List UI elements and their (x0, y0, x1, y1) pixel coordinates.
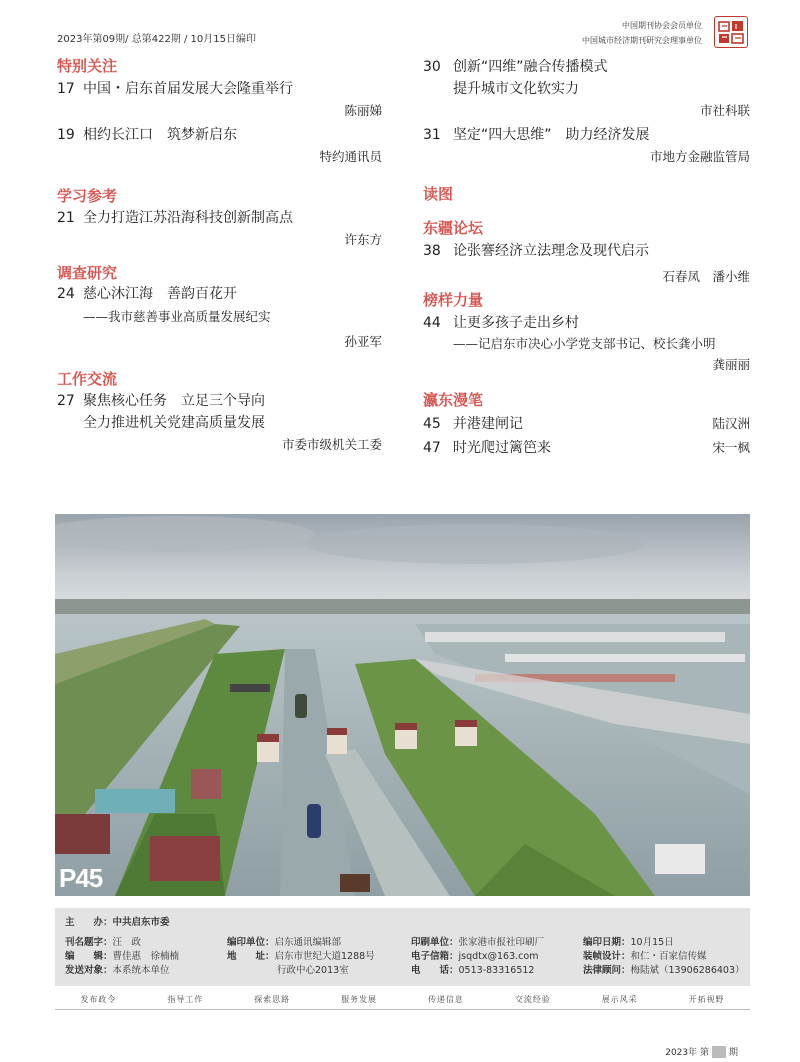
article-title: 创新“四维”融合传播模式 (453, 59, 608, 75)
info-label: 发送对象： (65, 965, 113, 976)
article-title: 论张謇经济立法理念及现代启示 (453, 243, 649, 259)
toc-entry[interactable] (57, 283, 382, 353)
page-number: 44 (423, 315, 441, 331)
article-title-line-2: 提升城市文化软实力 (453, 81, 579, 97)
toc-entry[interactable] (423, 436, 750, 460)
slogan-item: 开拓视野 (688, 995, 725, 1004)
page-footer (665, 1045, 738, 1058)
toc-right-column (423, 56, 750, 460)
aerial-photo-port-locks (55, 514, 750, 896)
info-label: 主 办： (65, 917, 113, 928)
article-title: 坚定“四大思维” 助力经济发展 (453, 127, 650, 143)
info-label: 编 辑： (65, 951, 113, 962)
info-label: 编印日期： (583, 937, 631, 948)
info-value: 0513-83316512 (458, 965, 535, 976)
issue-info: 2023年第09期/ 总第422期 / 10月15日编印 (57, 34, 256, 45)
article-author: 市社科联 (699, 103, 750, 118)
article-author: 许东方 (344, 232, 382, 247)
info-value: 汪 政 (112, 937, 142, 948)
section-dongjiang-forum (423, 218, 750, 288)
page-number: 24 (57, 286, 75, 302)
article-title: 慈心沐江海 善韵百花开 (83, 286, 237, 302)
article-title-line-2: 全力推进机关党建高质量发展 (83, 415, 265, 431)
section-title: 工作交流 (57, 370, 118, 388)
slogan-item: 传递信息 (427, 995, 464, 1004)
article-subtitle: ——我市慈善事业高质量发展纪实 (83, 309, 271, 324)
article-author: 龚丽丽 (712, 357, 750, 372)
article-title: 并港建闸记 (453, 416, 523, 432)
section-title: 特别关注 (57, 57, 118, 75)
article-title: 让更多孩子走出乡村 (453, 315, 579, 331)
section-title[interactable]: 读图 (423, 185, 454, 203)
info-value: 中共启东市委 (112, 917, 170, 928)
slogan-item: 服务发展 (341, 995, 378, 1004)
section-title: 榜样力量 (423, 291, 484, 309)
slogan-item: 指导工作 (167, 995, 204, 1004)
section-title: 学习参考 (57, 187, 118, 205)
association-line-1: 中国期刊协会会员单位 (622, 21, 702, 30)
toc-entry[interactable] (423, 124, 750, 168)
page-number: 31 (423, 127, 441, 143)
article-author: 石春凤 潘小维 (662, 269, 750, 284)
article-author: 陆汉洲 (712, 416, 750, 431)
section-investigation (57, 263, 382, 353)
article-author: 陈丽娣 (344, 103, 382, 118)
toc-entry[interactable] (423, 312, 750, 376)
info-value: 曹佳惠 徐楠楠 (112, 951, 180, 962)
toc-entry[interactable] (57, 390, 382, 456)
slogan-bar (55, 990, 750, 1010)
page-number: 38 (423, 243, 441, 259)
article-title: 时光爬过篱笆来 (453, 440, 551, 456)
info-label: 印刷单位： (411, 937, 459, 948)
article-author: 市地方金融监管局 (649, 149, 750, 164)
slogan-item: 交流经验 (514, 995, 551, 1004)
toc-entry[interactable] (57, 207, 382, 251)
info-value: 梅陆斌（13906286403） (630, 965, 745, 976)
section-work-exchange (57, 369, 382, 456)
article-title: 全力打造江苏沿海科技创新制高点 (83, 210, 293, 226)
toc-entry[interactable] (423, 56, 750, 122)
page-number: 45 (423, 416, 441, 432)
slogan-item: 探索思路 (254, 995, 291, 1004)
footer-suffix: 期 (728, 1048, 738, 1058)
info-label: 电 话： (411, 965, 459, 976)
toc-entry[interactable] (57, 78, 382, 122)
magazine-logo (714, 16, 748, 48)
info-label: 装帧设计： (583, 951, 631, 962)
footer-prefix: 2023年 第 (665, 1048, 709, 1058)
section-yingdong-essays (423, 390, 750, 460)
page-number-box (712, 1046, 726, 1058)
info-value: 张家港市报社印刷厂 (458, 937, 545, 948)
section-special-focus (57, 56, 382, 168)
section-title: 调查研究 (57, 264, 118, 282)
page-number: 17 (57, 81, 75, 97)
article-author: 特约通讯员 (319, 149, 382, 164)
info-value: 行政中心2013室 (277, 965, 349, 976)
article-author: 宋一枫 (712, 440, 750, 455)
info-label: 刊名题字： (65, 937, 113, 948)
page-tag: P45 (59, 863, 103, 893)
page-number: 47 (423, 440, 441, 456)
toc-entry[interactable] (423, 412, 750, 436)
info-value: 启东市世纪大道1288号 (274, 951, 375, 962)
association-line-2: 中国城市经济期刊研究会理事单位 (582, 36, 702, 45)
email-value[interactable]: jsqdtx@163.com (458, 951, 539, 962)
info-label: 地 址： (227, 951, 275, 962)
section-title: 瀛东漫笔 (423, 391, 484, 409)
article-author: 市委市级机关工委 (281, 437, 382, 452)
section-study-reference (57, 186, 382, 251)
article-title: 相约长江口 筑梦新启东 (83, 127, 237, 143)
article-title: 中国・启东首届发展大会隆重举行 (83, 81, 293, 97)
info-label: 编印单位： (227, 937, 275, 948)
article-author: 孙亚军 (344, 334, 382, 349)
page-number: 27 (57, 393, 75, 409)
info-value: 10月15日 (630, 937, 674, 948)
toc-left-column (57, 56, 382, 456)
page-number: 30 (423, 59, 441, 75)
info-value: 和仁・百家信传媒 (630, 951, 707, 962)
info-value: 本系统本单位 (112, 965, 170, 976)
section-title: 东疆论坛 (423, 219, 484, 237)
section-role-models (423, 290, 750, 376)
info-label: 电子信箱： (411, 951, 459, 962)
section-picture-reading (423, 184, 750, 204)
article-title: 聚焦核心任务 立足三个导向 (83, 393, 265, 409)
toc-entry[interactable] (57, 124, 382, 168)
association-info (582, 18, 702, 48)
article-subtitle: ——记启东市决心小学党支部书记、校长龚小明 (453, 336, 716, 351)
page-number: 21 (57, 210, 75, 226)
info-label: 法律顾问： (583, 965, 631, 976)
slogan-item: 发布政令 (80, 995, 117, 1004)
toc-entry[interactable] (423, 240, 750, 288)
publication-info (55, 908, 750, 986)
page-number: 19 (57, 127, 75, 143)
info-value: 启东通讯编辑部 (274, 937, 342, 948)
slogan-item: 展示风采 (601, 995, 638, 1004)
